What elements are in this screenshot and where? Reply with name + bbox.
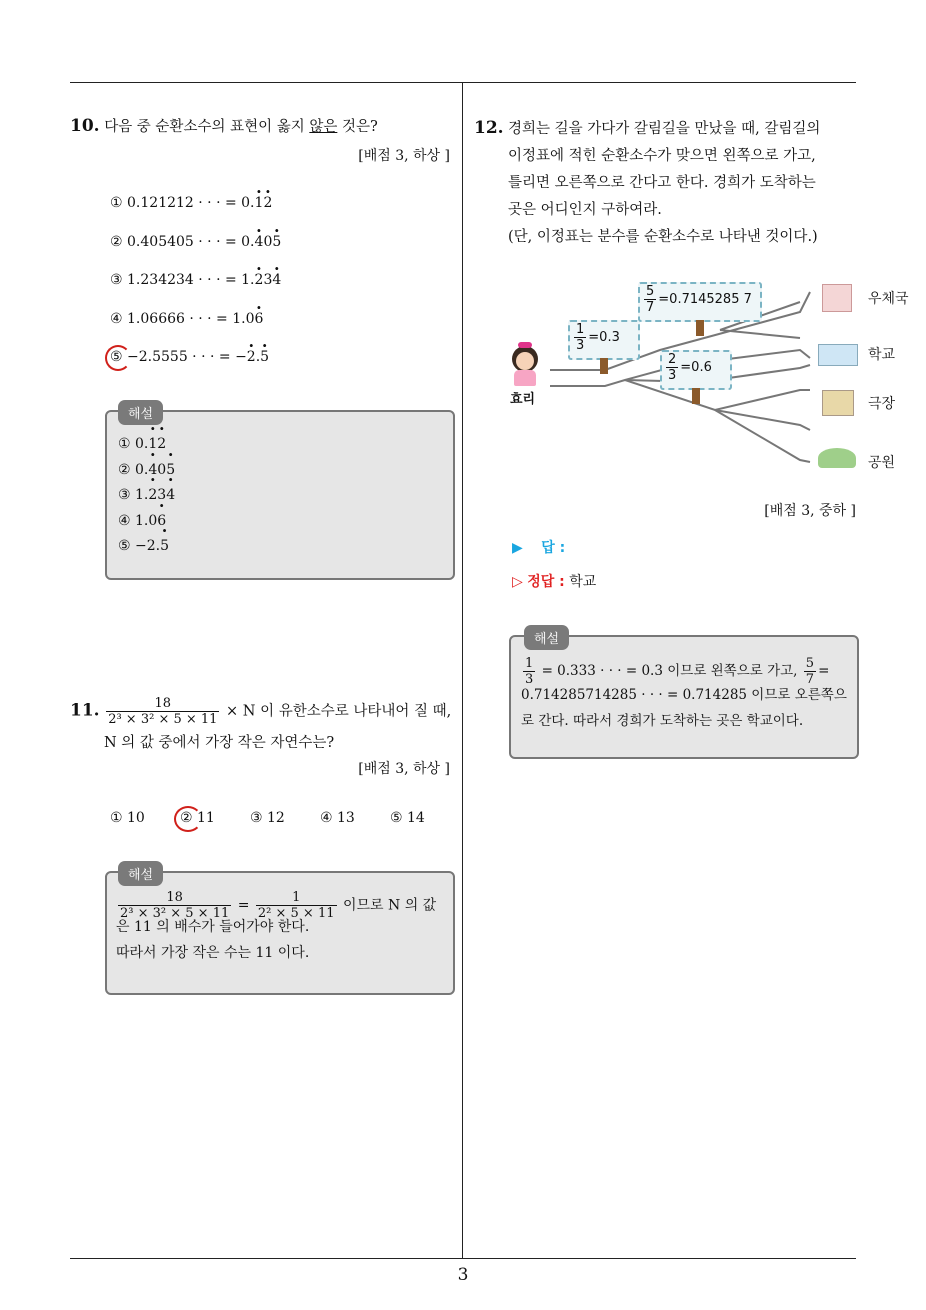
choice-mark: ② [110, 234, 128, 250]
q12-prompt-line: 이정표에 적힌 순환소수가 맞으면 왼쪽으로 가고, [508, 148, 816, 164]
q12-prompt-line: 틀리면 오른쪽으로 간다고 한다. 경희가 도착하는 [508, 175, 816, 191]
q10-choice-4[interactable] [110, 311, 263, 327]
q11-prompt: 11. $\frac{18}{\text{2³ × 3² × 5 × 11}}$ × N 이 유한소수로 나타내어 질 때, [70, 696, 452, 727]
page-number: 3 [457, 1265, 469, 1285]
girl-label: 효리 [510, 392, 536, 407]
choice-digit: 2 · [263, 195, 272, 211]
choice-digit: 5 · [260, 349, 269, 365]
top-rule [70, 82, 856, 83]
q11-choice-3[interactable]: ③ 12 [250, 810, 285, 826]
q11-choice-4[interactable]: ④ 13 [320, 810, 355, 826]
q10-explain-line: ② 0.4 ·05 · [118, 458, 175, 484]
q10-answer-circle [105, 345, 131, 371]
q12-number: 12. [474, 118, 504, 138]
sign-3-post [692, 388, 700, 404]
q11-score: [배점 3, 하상 ] [358, 761, 450, 777]
q11-choice-1[interactable]: ① 10 [110, 810, 145, 826]
choice-digit: 3 [263, 272, 273, 288]
place-post-office: 우체국 [868, 291, 909, 307]
choice-text: −2.5555 · · · = − [127, 349, 247, 365]
choice-digit: 2 · [255, 272, 264, 288]
choice-mark: ① [110, 195, 128, 211]
q12-explain-tag: 해설 [524, 625, 569, 650]
correct-arrow-icon: ▷ [512, 574, 523, 590]
sign-3: $\frac{2}{3}$ =0.6 [660, 350, 732, 390]
choice-text: 0.405405 · · · = 0. [127, 234, 255, 250]
q11-answer-circle [174, 806, 202, 832]
q10-explain [118, 432, 175, 560]
q10-number: 10. [70, 116, 100, 136]
column-divider [462, 83, 463, 1259]
answer-row: ▶ 답 : [512, 540, 566, 556]
q12-explain: $\frac{1}{3}$ = 0.333 · · · = 0.3 이므로 왼쪽으로 가고, $\frac{5}{7}$ = 0.714285714285 · · · = 0.714285 이므로 오른쪽으 로 간다. 따라서 경희가 도착하는 곳은 학교이다. [521, 656, 851, 734]
q11-explain-line1: $\frac{18}{\text{2³ × 3² × 5 × 11}}$ = $\frac{1}{\text{2² × 5 × 11}}$ 이므로 N 의 값 [120, 890, 437, 921]
choice-digit: 2 · [247, 349, 256, 365]
choice-mark: ③ [110, 272, 128, 288]
q10-explain-line: ⑤ −2.5 · [118, 534, 175, 560]
girl-icon [510, 346, 542, 386]
theater-icon [822, 390, 854, 416]
sign-2: $\frac{5}{7}$ =0.7145285 7 [638, 282, 762, 322]
q12-score: [배점 3, 중하 ] [764, 503, 856, 519]
choice-digit: . [255, 349, 261, 365]
q10-choice-2[interactable] [110, 234, 281, 250]
place-park: 공원 [868, 455, 896, 471]
q12-explain-line1: $\frac{1}{3}$ = 0.333 · · · = 0.3 이므로 왼쪽으로 가고, $\frac{5}{7}$ = [525, 656, 830, 687]
post-office-icon [822, 284, 852, 312]
q11-choice-2[interactable]: ② 11 [180, 810, 215, 826]
q11-choice-5[interactable]: ⑤ 14 [390, 810, 425, 826]
choice-text: 1.234234 · · · = 1. [127, 272, 255, 288]
bottom-rule [70, 1258, 856, 1259]
q10-choice-1[interactable] [110, 195, 272, 211]
q10-choice-3[interactable] [110, 272, 281, 288]
answer-arrow-icon: ▶ [512, 540, 523, 556]
choice-digit: 6 · [255, 311, 264, 327]
q11-explain-tag: 해설 [118, 861, 163, 886]
q12-prompt-line: 곳은 어디인지 구하여라. [508, 202, 662, 218]
sign-2-post [696, 320, 704, 336]
choice-text: 1.06666 · · · = 1.0 [127, 311, 255, 327]
place-school: 학교 [868, 347, 896, 363]
q10-choice-5[interactable] [110, 349, 269, 365]
q10-prompt: 10. 다음 중 순환소수의 표현이 옳지 않은 것은? [70, 116, 378, 136]
place-theater: 극장 [868, 396, 896, 412]
q11-fraction: $\frac{18}{\text{2³ × 3² × 5 × 11}}$ [108, 696, 218, 727]
q12-figure [500, 270, 920, 485]
choice-mark: ⑤ [110, 349, 128, 365]
q11-prompt-line2: N 의 값 중에서 가장 작은 자연수는? [104, 735, 335, 751]
q12-prompt-lines [508, 116, 858, 251]
q10-explain-line: ③ 1.2 ·34 · [118, 483, 175, 509]
q10-explain-tag: 해설 [118, 400, 163, 425]
q12-prompt-line: 경희는 길을 가다가 갈림길을 만났을 때, 갈림길의 [508, 121, 821, 137]
choice-mark: ④ [110, 311, 128, 327]
correct-row: ▷ 정답 : 학교 [512, 574, 597, 590]
choice-digit: 4 · [272, 272, 281, 288]
choice-digit: 0 [263, 234, 273, 250]
park-icon [818, 448, 856, 468]
school-icon [818, 344, 858, 366]
q10-explain-line: ① 0.1 ·2 · [118, 432, 175, 458]
choice-digit: 4 · [255, 234, 264, 250]
choice-text: 0.121212 · · · = 0. [127, 195, 255, 211]
q12-prompt-line: (단, 이정표는 분수를 순환소수로 나타낸 것이다.) [508, 229, 818, 245]
choice-digit: 5 · [272, 234, 281, 250]
q10-score: [배점 3, 하상 ] [358, 148, 450, 164]
q11-explain: $\frac{18}{\text{2³ × 3² × 5 × 11}}$ = $\frac{1}{\text{2² × 5 × 11}}$ 이므로 N 의 값 은 11 의 배수가 들어가야 한다. 따라서 가장 작은 수는 11 이다. [116, 890, 446, 966]
q10-explain-line: ④ 1.06 · [118, 509, 175, 535]
sign-1: $\frac{1}{3}$ =0.3 [568, 320, 640, 360]
q11-number: 11. [70, 700, 100, 721]
sign-1-post [600, 358, 608, 374]
choice-digit: 1 · [255, 195, 264, 211]
